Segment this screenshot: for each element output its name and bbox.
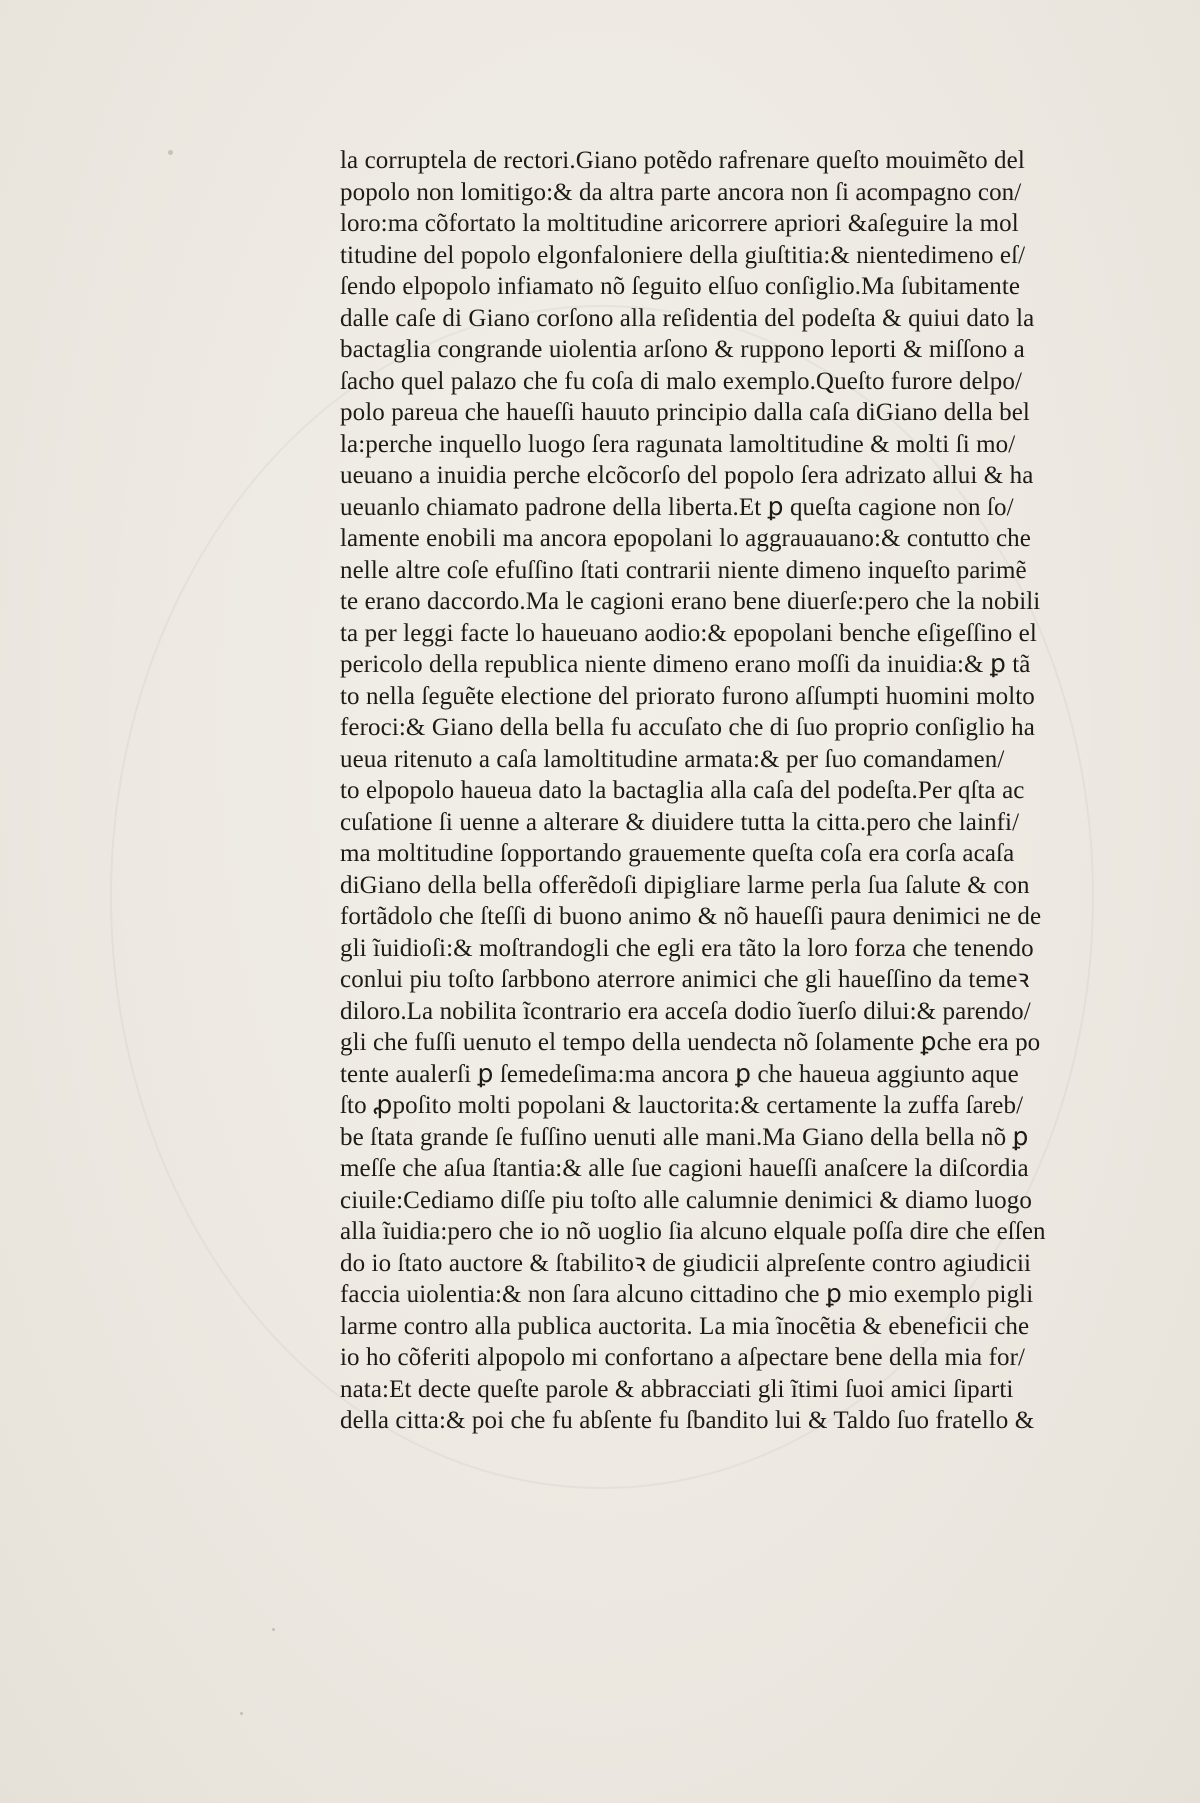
text-line: loro:ma cõfortato la moltitudine aricorrere apriori &aſeguire la mol [340,210,1019,237]
text-line: ta per leggi facte lo haueuano aodio:& epopolani benche eſigeſſino el [340,619,1037,647]
text-line: dalle caſe di Giano corſono alla reſidentia del podeſta & quiui dato la [340,304,1035,332]
text-line: io ho cõferiti alpopolo mi confortano a aſpectare bene della mia for/ [340,1344,1026,1371]
text-line: be ſtata grande ſe fuſſino uenuti alle mani.Ma Giano della bella nõ ꝑ [340,1123,1029,1151]
text-line: gli ĩuidioſi:& moſtrandogli che egli era tãto la loro forza che tenendo [340,934,1034,962]
text-line: te erano daccordo.Ma le cagioni erano bene diuerſe:pero che la nobili [340,588,1041,615]
text-line: bactaglia congrande uiolentia arſono & ruppono leporti & miſſono a [340,336,1025,363]
paper-speck [272,1628,275,1631]
text-line: ueuanlo chiamato padrone della liberta.Et ꝑ queſta cagione non ſo/ [340,493,1014,521]
text-line: alla ĩuidia:pero che io nõ uoglio ſia alcuno elquale poſſa dire che eſſen [340,1218,1046,1245]
text-line: to nella ſeguẽte electione del priorato furono aſſumpti huomini molto [340,682,1035,710]
body-text [340,145,1120,1437]
text-line: nelle altre coſe efuſſino ſtati contrarii niente dimeno inqueſto parimẽ [340,556,1027,584]
paper-speck [168,150,173,155]
text-line: ſacho quel palazo che fu coſa di malo exemplo.Queſto furore delpo/ [340,367,1023,395]
text-line: diloro.La nobilita ĩcontrario era acceſa dodio ĩuerſo dilui:& parendo/ [340,997,1031,1025]
text-line: pericolo della republica niente dimeno erano moſſi da inuidia:& ꝑ tã [340,651,1031,678]
text-line: do io ſtato auctore & ſtabilitoꝛ de giudicii alpreſente contro agiudicii [340,1249,1032,1277]
text-line: lamente enobili ma ancora epopolani lo aggrauauano:& contutto che [340,525,1031,552]
text-line: della citta:& poi che fu abſente fu ſbandito lui & Taldo ſuo fratello & [340,1407,1035,1434]
text-line: faccia uiolentia:& non ſara alcuno cittadino che ꝑ mio exemplo pigli [340,1281,1034,1308]
text-line: ſendo elpopolo infiamato nõ ſeguito elſuo conſiglio.Ma ſubitamente [340,273,1021,300]
text-line: ciuile:Cediamo diſſe piu toſto alle calumnie denimici & diamo luogo [340,1186,1032,1214]
text-line: fortãdolo che ſteſſi di buono animo & nõ haueſſi paura denimici ne de [340,903,1042,930]
text-line: tente aualerſi ꝑ ſemedeſima:ma ancora ꝑ che haueua aggiunto aque [340,1060,1019,1088]
text-line: la corruptela de rectori.Giano potẽdo rafrenare queſto mouimẽto del [340,147,1025,174]
paper-speck [240,1712,243,1715]
text-line: cuſatione ſi uenne a alterare & diuidere tutta la citta.pero che lainfi/ [340,808,1020,836]
text-line: conlui piu toſto ſarbbono aterrore animici che gli haueſſino da temeꝛ [340,966,1030,993]
text-line: popolo non lomitigo:& da altra parte ancora non ſi acompagno con/ [340,178,1022,206]
text-line: larme contro alla publica auctorita. La mia ĩnocẽtia & ebeneficii che [340,1312,1030,1340]
text-line: feroci:& Giano della bella fu accuſato che di ſuo proprio conſiglio ha [340,714,1035,741]
text-line: polo pareua che haueſſi hauuto principio dalla caſa diGiano della bel [340,399,1030,426]
text-line: to elpopolo haueua dato la bactaglia alla caſa del podeſta.Per qſta ac [340,777,1025,804]
text-line: gli che fuſſi uenuto el tempo della uendecta nõ ſolamente ꝑche era po [340,1029,1041,1056]
text-line: diGiano della bella offerẽdoſi dipigliare larme perla ſua ſalute & con [340,871,1030,899]
text-line: ma moltitudine ſopportando grauemente queſta coſa era corſa acaſa [340,840,1015,867]
text-line: la:perche inquello luogo ſera ragunata lamoltitudine & molti ſi mo/ [340,430,1016,458]
text-line: nata:Et decte queſte parole & abbracciati gli ĩtimi ſuoi amici ſiparti [340,1375,1014,1403]
text-line: titudine del popolo elgonfaloniere della giuſtitia:& nientedimeno eſ/ [340,241,1026,269]
text-line: meſſe che aſua ſtantia:& alle ſue cagioni haueſſi anaſcere la diſcordia [340,1155,1029,1182]
text-line: ſto ꝓpoſito molti popolani & lauctorita:& certamente la zuffa ſareb/ [340,1092,1024,1119]
text-line: ueuano a inuidia perche elcõcorſo del popolo ſera adrizato allui & ha [340,462,1034,489]
text-line: ueua ritenuto a caſa lamoltitudine armata:& per ſuo comandamen/ [340,745,1005,773]
